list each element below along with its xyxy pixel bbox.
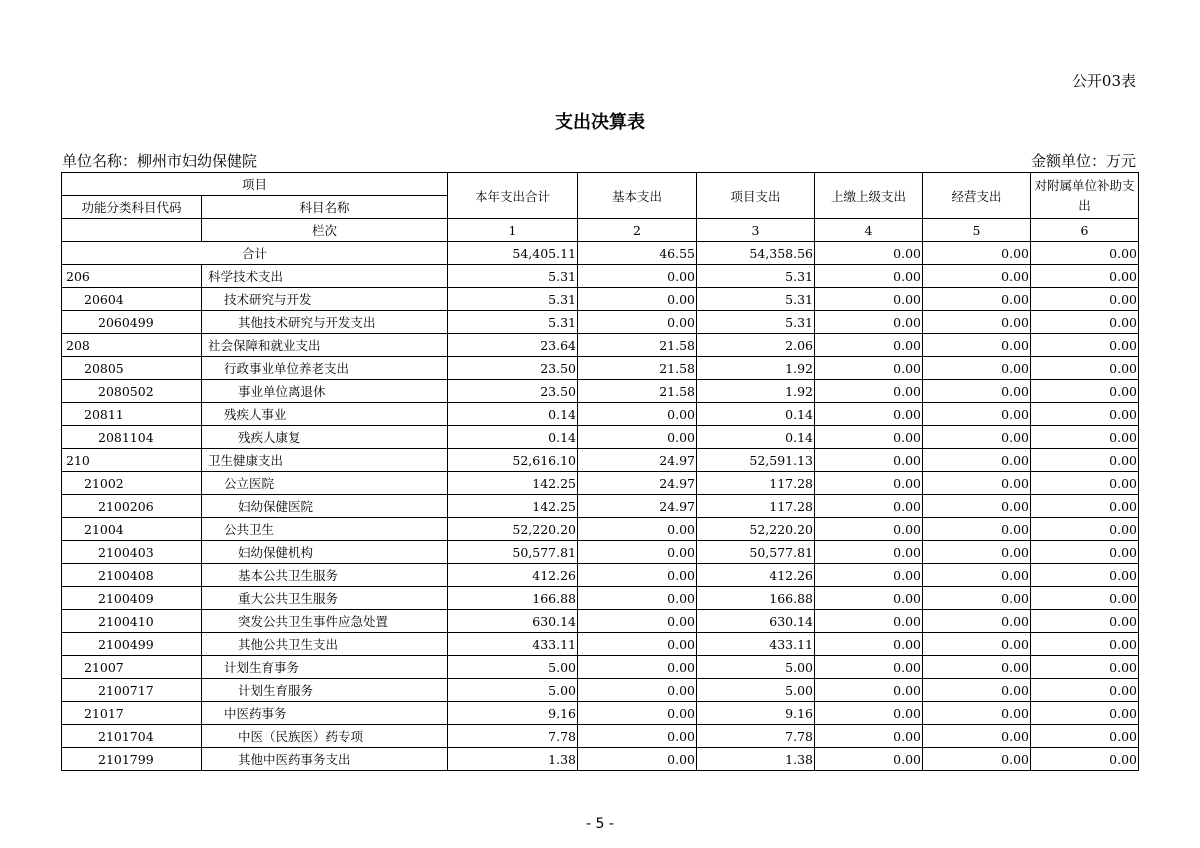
table-row [62,495,1139,518]
row-code: 20805 [62,357,202,380]
row-code: 2081104 [62,426,202,449]
row-value: 0.00 [815,357,923,380]
row-value: 0.00 [1031,610,1139,633]
total-label: 合计 [62,242,448,265]
row-code: 2101704 [62,725,202,748]
table-row [62,311,1139,334]
row-name: 卫生健康支出 [202,449,448,472]
table-row [62,748,1139,771]
total-value: 54,358.56 [697,242,815,265]
row-code: 2101799 [62,748,202,771]
row-value: 0.00 [1031,633,1139,656]
row-value: 23.64 [448,334,578,357]
row-name: 计划生育服务 [202,679,448,702]
row-value: 0.00 [815,679,923,702]
lanci-blank [62,219,202,242]
row-code: 2100206 [62,495,202,518]
row-value: 1.38 [448,748,578,771]
row-value: 0.00 [1031,725,1139,748]
row-name: 突发公共卫生事件应急处置 [202,610,448,633]
table-row [62,679,1139,702]
header-project: 项目 [62,173,448,196]
row-value: 24.97 [578,449,697,472]
row-value: 0.14 [448,403,578,426]
row-value: 5.31 [697,265,815,288]
header-subsidy: 对附属单位补助支出 [1031,173,1139,219]
row-value: 5.00 [697,679,815,702]
col-num: 2 [578,219,697,242]
row-value: 0.14 [697,403,815,426]
row-value: 23.50 [448,357,578,380]
table-row [62,380,1139,403]
row-value: 0.00 [1031,288,1139,311]
row-value: 0.00 [923,748,1031,771]
form-code: 公开03表 [1071,72,1136,90]
row-value: 0.00 [1031,495,1139,518]
row-name: 妇幼保健机构 [202,541,448,564]
row-value: 0.00 [1031,587,1139,610]
row-code: 2100499 [62,633,202,656]
row-value: 0.14 [448,426,578,449]
row-value: 0.00 [815,610,923,633]
row-value: 0.00 [1031,748,1139,771]
row-value: 0.00 [923,472,1031,495]
row-code: 208 [62,334,202,357]
row-value: 0.00 [815,541,923,564]
row-value: 9.16 [448,702,578,725]
col-num: 4 [815,219,923,242]
row-value: 0.14 [697,426,815,449]
row-value: 1.38 [697,748,815,771]
row-code: 20811 [62,403,202,426]
row-value: 0.00 [923,518,1031,541]
row-value: 0.00 [815,656,923,679]
row-value: 0.00 [815,702,923,725]
row-value: 0.00 [923,679,1031,702]
col-num: 6 [1031,219,1139,242]
row-code: 21002 [62,472,202,495]
row-value: 412.26 [697,564,815,587]
row-value: 5.00 [448,656,578,679]
row-value: 142.25 [448,495,578,518]
row-value: 433.11 [448,633,578,656]
row-value: 0.00 [578,265,697,288]
row-code: 2100409 [62,587,202,610]
total-value: 0.00 [1031,242,1139,265]
row-value: 5.31 [448,288,578,311]
header-total: 本年支出合计 [448,173,578,219]
total-value: 46.55 [578,242,697,265]
row-value: 0.00 [1031,265,1139,288]
row-code: 2100410 [62,610,202,633]
row-name: 社会保障和就业支出 [202,334,448,357]
row-name: 残疾人康复 [202,426,448,449]
row-value: 0.00 [923,564,1031,587]
row-value: 166.88 [697,587,815,610]
row-value: 0.00 [1031,702,1139,725]
table-row [62,633,1139,656]
page-number: - 5 - [586,816,614,832]
row-value: 630.14 [697,610,815,633]
table-row [62,334,1139,357]
row-value: 0.00 [923,656,1031,679]
total-value: 0.00 [815,242,923,265]
row-value: 0.00 [1031,656,1139,679]
page-title: 支出决算表 [555,112,645,133]
table-row [62,426,1139,449]
row-code: 210 [62,449,202,472]
row-value: 0.00 [815,725,923,748]
row-value: 0.00 [923,403,1031,426]
row-value: 0.00 [578,610,697,633]
header-code: 功能分类科目代码 [62,196,202,219]
row-value: 0.00 [1031,426,1139,449]
row-value: 0.00 [815,587,923,610]
row-name: 中医（民族医）药专项 [202,725,448,748]
row-value: 0.00 [815,334,923,357]
row-value: 0.00 [578,587,697,610]
row-value: 0.00 [923,702,1031,725]
table-row [62,449,1139,472]
row-value: 0.00 [578,426,697,449]
row-code: 21007 [62,656,202,679]
table-row [62,288,1139,311]
row-code: 2100717 [62,679,202,702]
table-row [62,610,1139,633]
total-value: 0.00 [923,242,1031,265]
row-value: 0.00 [1031,311,1139,334]
row-value: 5.31 [448,311,578,334]
row-value: 0.00 [578,564,697,587]
header-project-expense: 项目支出 [697,173,815,219]
row-value: 0.00 [923,311,1031,334]
row-value: 0.00 [815,472,923,495]
row-value: 0.00 [815,748,923,771]
row-name: 重大公共卫生服务 [202,587,448,610]
table-row [62,541,1139,564]
row-name: 事业单位离退休 [202,380,448,403]
row-value: 7.78 [448,725,578,748]
row-value: 433.11 [697,633,815,656]
table-row [62,265,1139,288]
row-name: 公共卫生 [202,518,448,541]
header-operating: 经营支出 [923,173,1031,219]
row-value: 412.26 [448,564,578,587]
row-name: 其他中医药事务支出 [202,748,448,771]
row-value: 142.25 [448,472,578,495]
row-code: 21004 [62,518,202,541]
row-value: 0.00 [1031,380,1139,403]
row-value: 2.06 [697,334,815,357]
row-value: 117.28 [697,472,815,495]
row-name: 科学技术支出 [202,265,448,288]
row-value: 0.00 [815,495,923,518]
row-value: 0.00 [815,380,923,403]
table-row [62,564,1139,587]
row-value: 0.00 [923,334,1031,357]
row-value: 1.92 [697,380,815,403]
row-value: 0.00 [815,633,923,656]
row-value: 0.00 [815,518,923,541]
row-value: 0.00 [923,426,1031,449]
row-name: 技术研究与开发 [202,288,448,311]
row-value: 0.00 [923,265,1031,288]
row-code: 206 [62,265,202,288]
row-code: 2100408 [62,564,202,587]
row-value: 0.00 [1031,679,1139,702]
row-value: 52,220.20 [448,518,578,541]
row-value: 0.00 [578,748,697,771]
row-value: 1.92 [697,357,815,380]
header-lanci: 栏次 [202,219,448,242]
row-value: 0.00 [923,288,1031,311]
row-value: 9.16 [697,702,815,725]
table-row [62,702,1139,725]
row-value: 0.00 [578,679,697,702]
header-basic: 基本支出 [578,173,697,219]
row-value: 0.00 [578,403,697,426]
row-value: 0.00 [1031,403,1139,426]
row-name: 公立医院 [202,472,448,495]
row-value: 166.88 [448,587,578,610]
table-row [62,725,1139,748]
row-value: 52,616.10 [448,449,578,472]
row-value: 0.00 [815,449,923,472]
total-row [62,242,1139,265]
row-value: 0.00 [1031,541,1139,564]
row-value: 21.58 [578,357,697,380]
row-value: 0.00 [578,633,697,656]
table-row [62,518,1139,541]
row-value: 0.00 [1031,357,1139,380]
money-unit: 金额单位：万元 [1030,152,1136,170]
row-value: 50,577.81 [448,541,578,564]
row-value: 0.00 [923,495,1031,518]
row-value: 5.00 [697,656,815,679]
col-num: 5 [923,219,1031,242]
row-value: 0.00 [1031,334,1139,357]
row-value: 0.00 [923,449,1031,472]
row-code: 2060499 [62,311,202,334]
row-value: 0.00 [815,265,923,288]
unit-name: 单位名称：柳州市妇幼保健院 [62,152,258,170]
row-value: 0.00 [1031,564,1139,587]
row-value: 21.58 [578,380,697,403]
table-row [62,587,1139,610]
row-value: 0.00 [815,311,923,334]
row-code: 20604 [62,288,202,311]
row-name: 基本公共卫生服务 [202,564,448,587]
row-name: 中医药事务 [202,702,448,725]
row-code: 2080502 [62,380,202,403]
row-value: 0.00 [923,633,1031,656]
row-name: 妇幼保健医院 [202,495,448,518]
row-value: 0.00 [1031,518,1139,541]
row-value: 0.00 [923,610,1031,633]
row-name: 残疾人事业 [202,403,448,426]
header-name: 科目名称 [202,196,448,219]
table-row [62,656,1139,679]
col-num: 1 [448,219,578,242]
row-value: 0.00 [1031,472,1139,495]
row-value: 117.28 [697,495,815,518]
row-value: 50,577.81 [697,541,815,564]
row-code: 21017 [62,702,202,725]
row-value: 5.31 [448,265,578,288]
col-num: 3 [697,219,815,242]
expenditure-table [61,172,1139,771]
row-value: 0.00 [923,587,1031,610]
row-value: 0.00 [923,725,1031,748]
table-row [62,357,1139,380]
total-value: 54,405.11 [448,242,578,265]
row-value: 7.78 [697,725,815,748]
row-value: 24.97 [578,472,697,495]
table-row [62,403,1139,426]
table-row [62,472,1139,495]
header-upper: 上缴上级支出 [815,173,923,219]
row-value: 0.00 [923,541,1031,564]
row-value: 52,591.13 [697,449,815,472]
row-value: 5.31 [697,311,815,334]
row-value: 0.00 [815,403,923,426]
row-value: 0.00 [815,426,923,449]
row-value: 0.00 [923,357,1031,380]
row-value: 0.00 [923,380,1031,403]
row-value: 0.00 [578,288,697,311]
row-code: 2100403 [62,541,202,564]
row-value: 0.00 [578,702,697,725]
row-name: 其他公共卫生支出 [202,633,448,656]
row-name: 其他技术研究与开发支出 [202,311,448,334]
row-value: 5.00 [448,679,578,702]
row-value: 0.00 [578,725,697,748]
row-value: 0.00 [578,311,697,334]
row-value: 21.58 [578,334,697,357]
row-value: 52,220.20 [697,518,815,541]
row-value: 630.14 [448,610,578,633]
row-value: 23.50 [448,380,578,403]
row-value: 5.31 [697,288,815,311]
row-value: 0.00 [578,518,697,541]
row-value: 0.00 [578,541,697,564]
row-name: 计划生育事务 [202,656,448,679]
row-value: 0.00 [815,564,923,587]
row-name: 行政事业单位养老支出 [202,357,448,380]
row-value: 24.97 [578,495,697,518]
row-value: 0.00 [578,656,697,679]
row-value: 0.00 [815,288,923,311]
row-value: 0.00 [1031,449,1139,472]
